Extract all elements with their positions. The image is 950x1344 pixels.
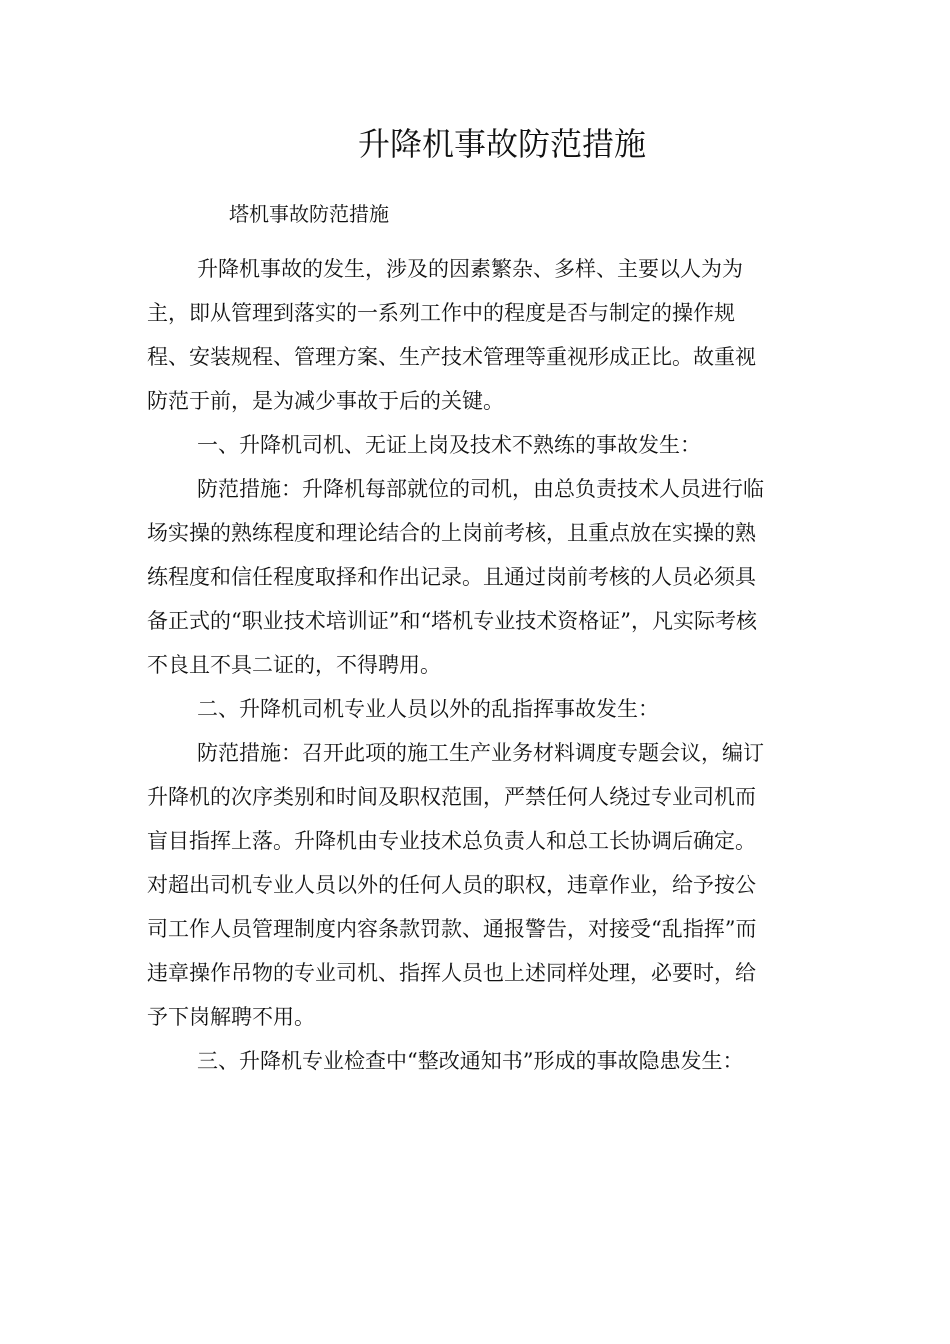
section-heading-2 bbox=[147, 687, 802, 731]
paragraph-line: 场实操的熟练程度和理论结合的上岗前考核，且重点放在实操的熟 bbox=[147, 521, 756, 545]
document-body bbox=[147, 247, 802, 1083]
section-heading-1 bbox=[147, 423, 802, 467]
paragraph-line: 不良且不具二证的，不得聘用。 bbox=[147, 653, 441, 677]
measures-paragraph-1 bbox=[147, 467, 802, 687]
paragraph-line: 二、升降机司机专业人员以外的乱指挥事故发生： bbox=[197, 697, 659, 721]
paragraph-line: 违章操作吊物的专业司机、指挥人员也上述同样处理，必要时，给 bbox=[147, 961, 756, 985]
document-subtitle: 塔机事故防范措施 bbox=[229, 202, 389, 226]
paragraph-line: 防范措施：召开此项的施工生产业务材料调度专题会议，编订 bbox=[197, 741, 764, 765]
paragraph-line: 升降机的次序类别和时间及职权范围，严禁任何人绕过专业司机而 bbox=[147, 785, 756, 809]
paragraph-intro bbox=[147, 247, 802, 423]
paragraph-line: 程、安装规程、管理方案、生产技术管理等重视形成正比。故重视 bbox=[147, 345, 756, 369]
paragraph-line: 防范措施：升降机每部就位的司机，由总负责技术人员进行临 bbox=[197, 477, 764, 501]
paragraph-line: 盲目指挥上落。升降机由专业技术总负责人和总工长协调后确定。 bbox=[147, 829, 756, 853]
measures-paragraph-2 bbox=[147, 731, 802, 1039]
paragraph-line: 防范于前，是为减少事故于后的关键。 bbox=[147, 389, 504, 413]
paragraph-line: 一、升降机司机、无证上岗及技术不熟练的事故发生： bbox=[197, 433, 701, 457]
section-heading-3 bbox=[147, 1039, 802, 1083]
paragraph-line: 对超出司机专业人员以外的任何人员的职权，违章作业，给予按公 bbox=[147, 873, 756, 897]
paragraph-line: 主，即从管理到落实的一系列工作中的程度是否与制定的操作规 bbox=[147, 301, 735, 325]
document-title: 升降机事故防范措施 bbox=[358, 125, 647, 163]
paragraph-line: 三、升降机专业检查中“整改通知书”形成的事故隐患发生： bbox=[197, 1049, 744, 1073]
paragraph-line: 练程度和信任程度取择和作出记录。且通过岗前考核的人员必须具 bbox=[147, 565, 756, 589]
paragraph-line: 备正式的“职业技术培训证”和“塔机专业技术资格证”，凡实际考核 bbox=[147, 609, 757, 633]
paragraph-line: 司工作人员管理制度内容条款罚款、通报警告，对接受“乱指挥”而 bbox=[147, 917, 757, 941]
paragraph-line: 予下岗解聘不用。 bbox=[147, 1005, 315, 1029]
paragraph-line: 升降机事故的发生，涉及的因素繁杂、多样、主要以人为为 bbox=[197, 257, 743, 281]
